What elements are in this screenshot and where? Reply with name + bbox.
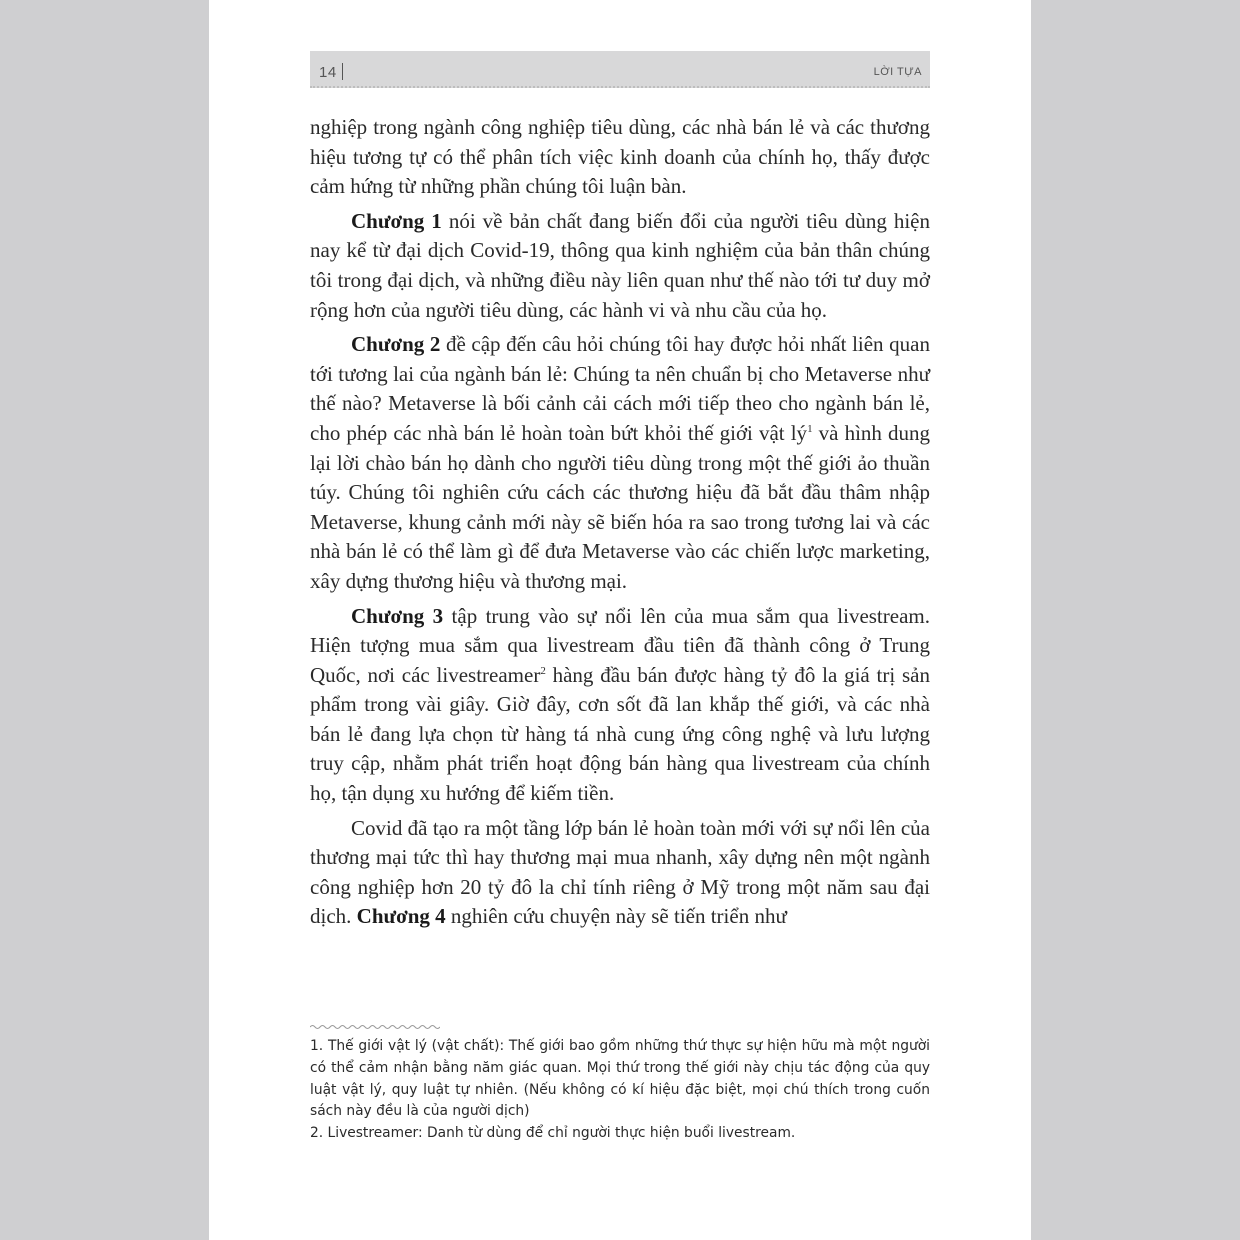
running-header: [310, 51, 930, 88]
footnote-1: 1. Thế giới vật lý (vật chất): Thế giới bao gồm những thứ thực sự hiện hữu mà một người có thể cảm nhận bằng năm giác quan. Mọi thứ trong thế giới này chịu tác động của quy luật vật lý, quy luật tự nhiên. (Nếu không có kí hiệu đặc biệt, mọi chú thích trong cuốn sách này đều là của người dịch): [310, 1038, 930, 1120]
chapter-4-label: Chương 4: [356, 904, 446, 929]
chapter-3-label: Chương 3: [351, 603, 444, 628]
paragraph-chapter-1: Chương 1 nói về bản chất đang biến đổi của người tiêu dùng hiện nay kể từ đại dịch Covid-19, thông qua kinh nghiệm của bản thân chúng tôi trong đại dịch, và những điều này liên quan như thế nào tới tư duy mở rộng hơn của người tiêu dùng, các hành vi và nhu cầu của họ.: [310, 208, 930, 322]
chapter-1-label: Chương 1: [351, 208, 442, 233]
footnote-ref-2: 2: [540, 664, 546, 677]
page-number: 14: [319, 64, 337, 81]
paragraph-chapter-3: Chương 3 tập trung vào sự nổi lên của mua sắm qua livestream. Hiện tượng mua sắm qua livestream đầu tiên đã thành công ở Trung Quốc, nơi các livestreamer$^2$ hàng đầu bán được hàng tỷ đô la giá trị sản phẩm trong vài giây. Giờ đây, cơn sốt đã lan khắp thế giới, và các nhà bán lẻ đang lựa chọn từ hàng tá nhà cung ứng công nghệ và lưu lượng truy cập, nhằm phát triển hoạt động bán hàng qua livestream của chính họ, tận dụng xu hướng để kiếm tiền.: [310, 603, 930, 806]
paragraph-chapter-4: Covid đã tạo ra một tầng lớp bán lẻ hoàn toàn mới với sự nổi lên của thương mại tức thì hay thương mại mua nhanh, xây dựng nên một ngành công nghiệp hơn 20 tỷ đô la chỉ tính riêng ở Mỹ trong một năm sau đại dịch. Chương 4 nghiên cứu chuyện này sẽ tiến triển như: [310, 815, 930, 929]
footnote-2: 2. Livestreamer: Danh từ dùng để chỉ người thực hiện buổi livestream.: [310, 1125, 796, 1142]
book-page: [209, 0, 1031, 1240]
paragraph-continued: nghiệp trong ngành công nghiệp tiêu dùng, các nhà bán lẻ và các thương hiệu tương tự có thể phân tích việc kinh doanh của chính họ, thấy được cảm hứng từ những phần chúng tôi luận bàn.: [310, 115, 930, 199]
footnotes: [310, 1036, 930, 1145]
footnote-ref-1: 1: [807, 422, 813, 435]
footnote-separator: [310, 1023, 440, 1031]
header-divider: [342, 63, 343, 80]
body-text: [310, 113, 930, 937]
section-title: LỜI TỰA: [873, 66, 922, 78]
chapter-2-label: Chương 2: [351, 332, 441, 357]
paragraph-chapter-2: Chương 2 đề cập đến câu hỏi chúng tôi hay được hỏi nhất liên quan tới tương lai của ngành bán lẻ: Chúng ta nên chuẩn bị cho Metaverse như thế nào? Metaverse là bối cảnh cải cách mới tiếp theo cho ngành bán lẻ, cho phép các nhà bán lẻ hoàn toàn bứt khỏi thế giới vật $lý^1$ và hình dung lại lời chào bán họ dành cho người tiêu dùng trong một thế giới ảo thuần túy. Chúng tôi nghiên cứu cách các thương hiệu đã bắt đầu thâm nhập Metaverse, khung cảnh mới này sẽ biến hóa ra sao trong tương lai và các nhà bán lẻ có thể làm gì để đưa Metaverse vào các chiến lược marketing, xây dựng thương hiệu và thương mại.: [310, 332, 930, 593]
